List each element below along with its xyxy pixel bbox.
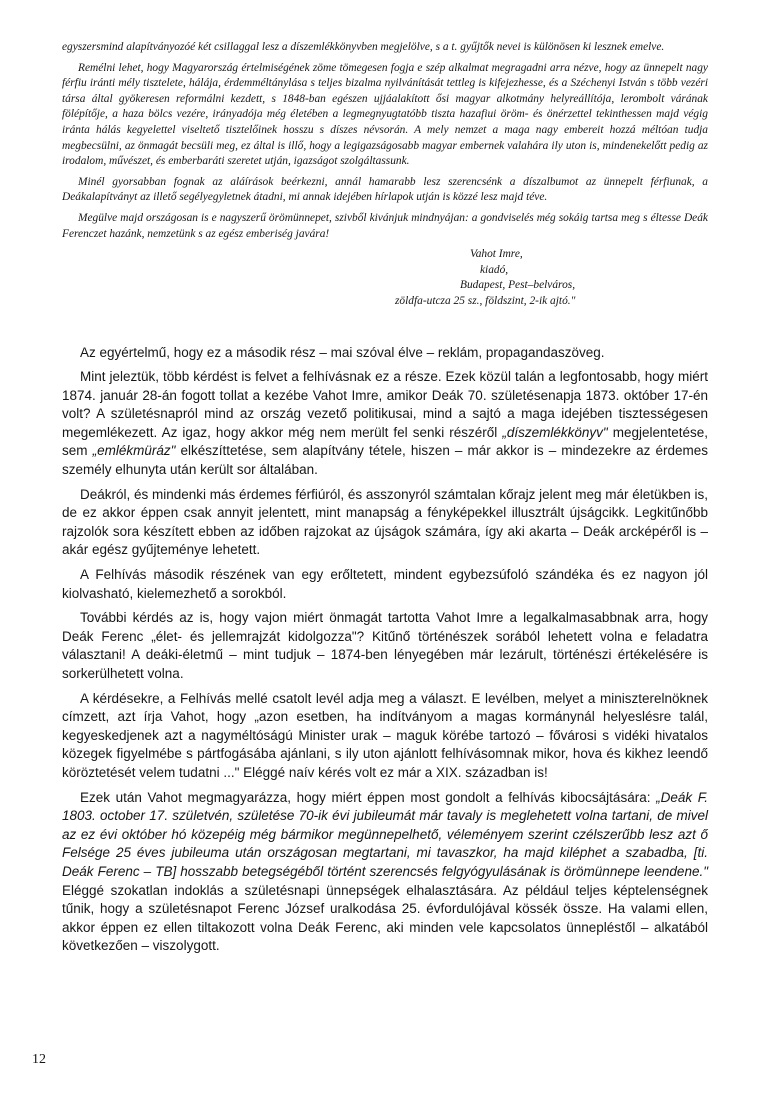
body-paragraph: További kérdés az is, hogy vajon miért önmagát tartotta Vahot Imre a legalkalmasabbnak arra, hogy Deák Ferenc „élet- és jellemrajzát kidolgozza"? Kitűnő történészek sorából lehetett volna e feladatra választani! A deáki-életmű – mint tudjuk – 1874-ben lényegében már lezárult, történészi értékelésére is sorkerülhetett volna.: [62, 610, 708, 681]
body-text: [62, 344, 708, 956]
body-text-run: elkészíttetése, sem alapítvány tétele, hiszen – már akkor is – mindezekre az érdemes személy elhunyta után került sor általában.: [62, 443, 708, 478]
signature-city: Budapest, Pest–belváros,: [460, 279, 576, 292]
quoted-appeal: [62, 40, 708, 242]
page-number: 12: [32, 1052, 46, 1067]
body-paragraph: Az egyértelmű, hogy ez a második rész – mai szóval élve – reklám, propagandaszöveg.: [80, 344, 605, 360]
emphasized-term: „emlékmüráz": [92, 443, 176, 459]
body-text-run: megjelentetése, sem: [62, 424, 709, 459]
page-content: [62, 40, 708, 962]
quote-paragraph: Remélni lehet, hogy Magyarország értelmiségének zöme tömegesen fogja e szép alkalmat megragadni arra nézve, hogy az ünnepelt nagy férfiu iránti mély tisztelete, hálája, érdemméltánylása s teljes bizalma nyilvánítását tettleg is kifejezhesse, és a Széchenyi István s több vezéri társa által gyökeresen reformálni kezdett, s 1848-ban egészen ujjáalakított ősi magyar alkotmány helyreállítója, lerombolt várának fölépítője, a haza bölcs vezére, irányadója még életében a legmegnyugtatóbb tiszta hazafiui öröm- és önérzettel tekinthessen majd végig iránta hálás kegyelettel viseltető tisztelőinek hosszu s díszes névsorán. A mely nemzet a maga nagy embereit hozzá méltóan tudja megbecsülni, az önmagát becsüli meg, ez által is illő, hogy a legigazságosabb magyar embernek valahára ily uton is, mindenekelőtt pedig az irodalom, művészet, és emberbaráti szeretet utján, igazságot szolgáltassunk.: [62, 61, 708, 168]
quote-paragraph: Minél gyorsabban fognak az aláírások beérkezni, annál hamarabb lesz szerencsénk a díszalbumot az ünnepelt férfiunak, a Deákalapítványt az illető segélyegyletnek átadni, mi annak idejében hírlapok utján is közzé lesz majd téve.: [62, 175, 708, 204]
body-paragraph: A kérdésekre, a Felhívás mellé csatolt levél adja meg a választ. E levélben, melyet a miniszterelnöknek címzett, azt írja Vahot, hogy „azon esetben, ha indítványom a magas kormánynál helyeslésre talál, kegyeskedjenek azt a nagyméltóságú Minister urak – maguk körébe tartozó – fővárosi s vidéki hivatalos közegek figyelmébe s pártfogásába ajánlani, s ily uton ajánlott felhívásomnak mikor, hova és kikhez leendő köröztetését velem tudatni ..." Eléggé naív kérés volt ez már a XIX. században is!: [62, 690, 708, 780]
quoted-letter: „Deák F. 1803. october 17. születvén, születése 70-ik évi jubileumát már tavaly is meglehetett volna tartani, de mivel az ez évi október hó közepéig még bármikor megünnepelhető, véleményem szerint czélszerűbb lesz azt ő Felsége 25 éves jubileuma után országosan megtartani, mi tavaszkor, ha majd kiléphet a szabadba, [ti. Deák Ferenc – TB] hosszabb betegségéből történt szerencsés felgyógyulásának is örömünnepe leendene.": [62, 789, 708, 879]
body-paragraph: A Felhívás második részének van egy erőltetett, mindent egybezsúfoló szándéka és ez nagyon jól kiolvasható, kielemezhető a sorokból.: [62, 567, 708, 601]
signature-address: zöldfa-utcza 25 sz., földszint, 2-ik ajtó.": [395, 294, 576, 307]
body-paragraph: [62, 789, 708, 956]
signature-name: Vahot Imre,: [470, 248, 523, 261]
body-paragraph: [62, 368, 708, 480]
body-text-run: Ezek után Vahot megmagyarázza, hogy miért éppen most gondolt a felhívás kibocsájtására:: [80, 789, 657, 805]
body-paragraph: Deákról, és mindenki más érdemes férfiúról, és asszonyról számtalan kőrajz jelent meg már életükben is, de ez akkor éppen csak annyit jelentett, mint manapság a fényképekkel illusztrált újságcikk. Legkitűnőbb rajzolók sora készített ebben az időben rajzokat az újságok számára, így aki akarta – Deák arcképéről is – akár egész gyűjteménye lehetett.: [62, 486, 709, 558]
quote-paragraph: egyszersmind alapítványozóé két csillaggal lesz a díszemlékkönyvben megjelölve, s a t. gyűjtők nevei is különösen ki lesznek emelve.: [62, 41, 665, 53]
body-text-run: Mint jeleztük, több kérdést is felvet a felhívásnak ez a része. Ezek közül talán a legfontosabb, hogy miért 1874. január 28-án fogott tollat a kezébe Vahot Imre, amikor Deák 70. születésenapja 1873. október 17-én volt? A születésnapról mind az ország vezető politikusai, mind a sajtó a maga idejében tisztességesen megemlékezett. Az igaz, hogy akkor még nem merült fel senki részéről: [62, 369, 708, 440]
signature-block: [62, 247, 708, 309]
emphasized-term: „díszemlékkönyv": [502, 424, 608, 440]
quote-paragraph: Megülve majd országosan is e nagyszerű örömünnepet, szivből kivánjuk mindnyájan: a gondviselés még sokáig tartsa meg s éltesse Deák Ferenczet hazánk, nemzetünk s az egész emberiség javára!: [62, 211, 708, 240]
signature-role: kiadó,: [480, 263, 509, 276]
body-text-run: Eléggé szokatlan indoklás a születésnapi ünnepségek elhalasztására. Az például teljes képtelenségnek tűnik, hogy a születésnapot Ferenc József uralkodása 25. évfordulójával kössék össze. Ha valami ellen, akkor éppen ez ellen tiltakozott volna Deák Ferenc, aki minden vele kapcsolatos ünnepléstől – alkatából következően – viszolygott.: [62, 882, 708, 954]
